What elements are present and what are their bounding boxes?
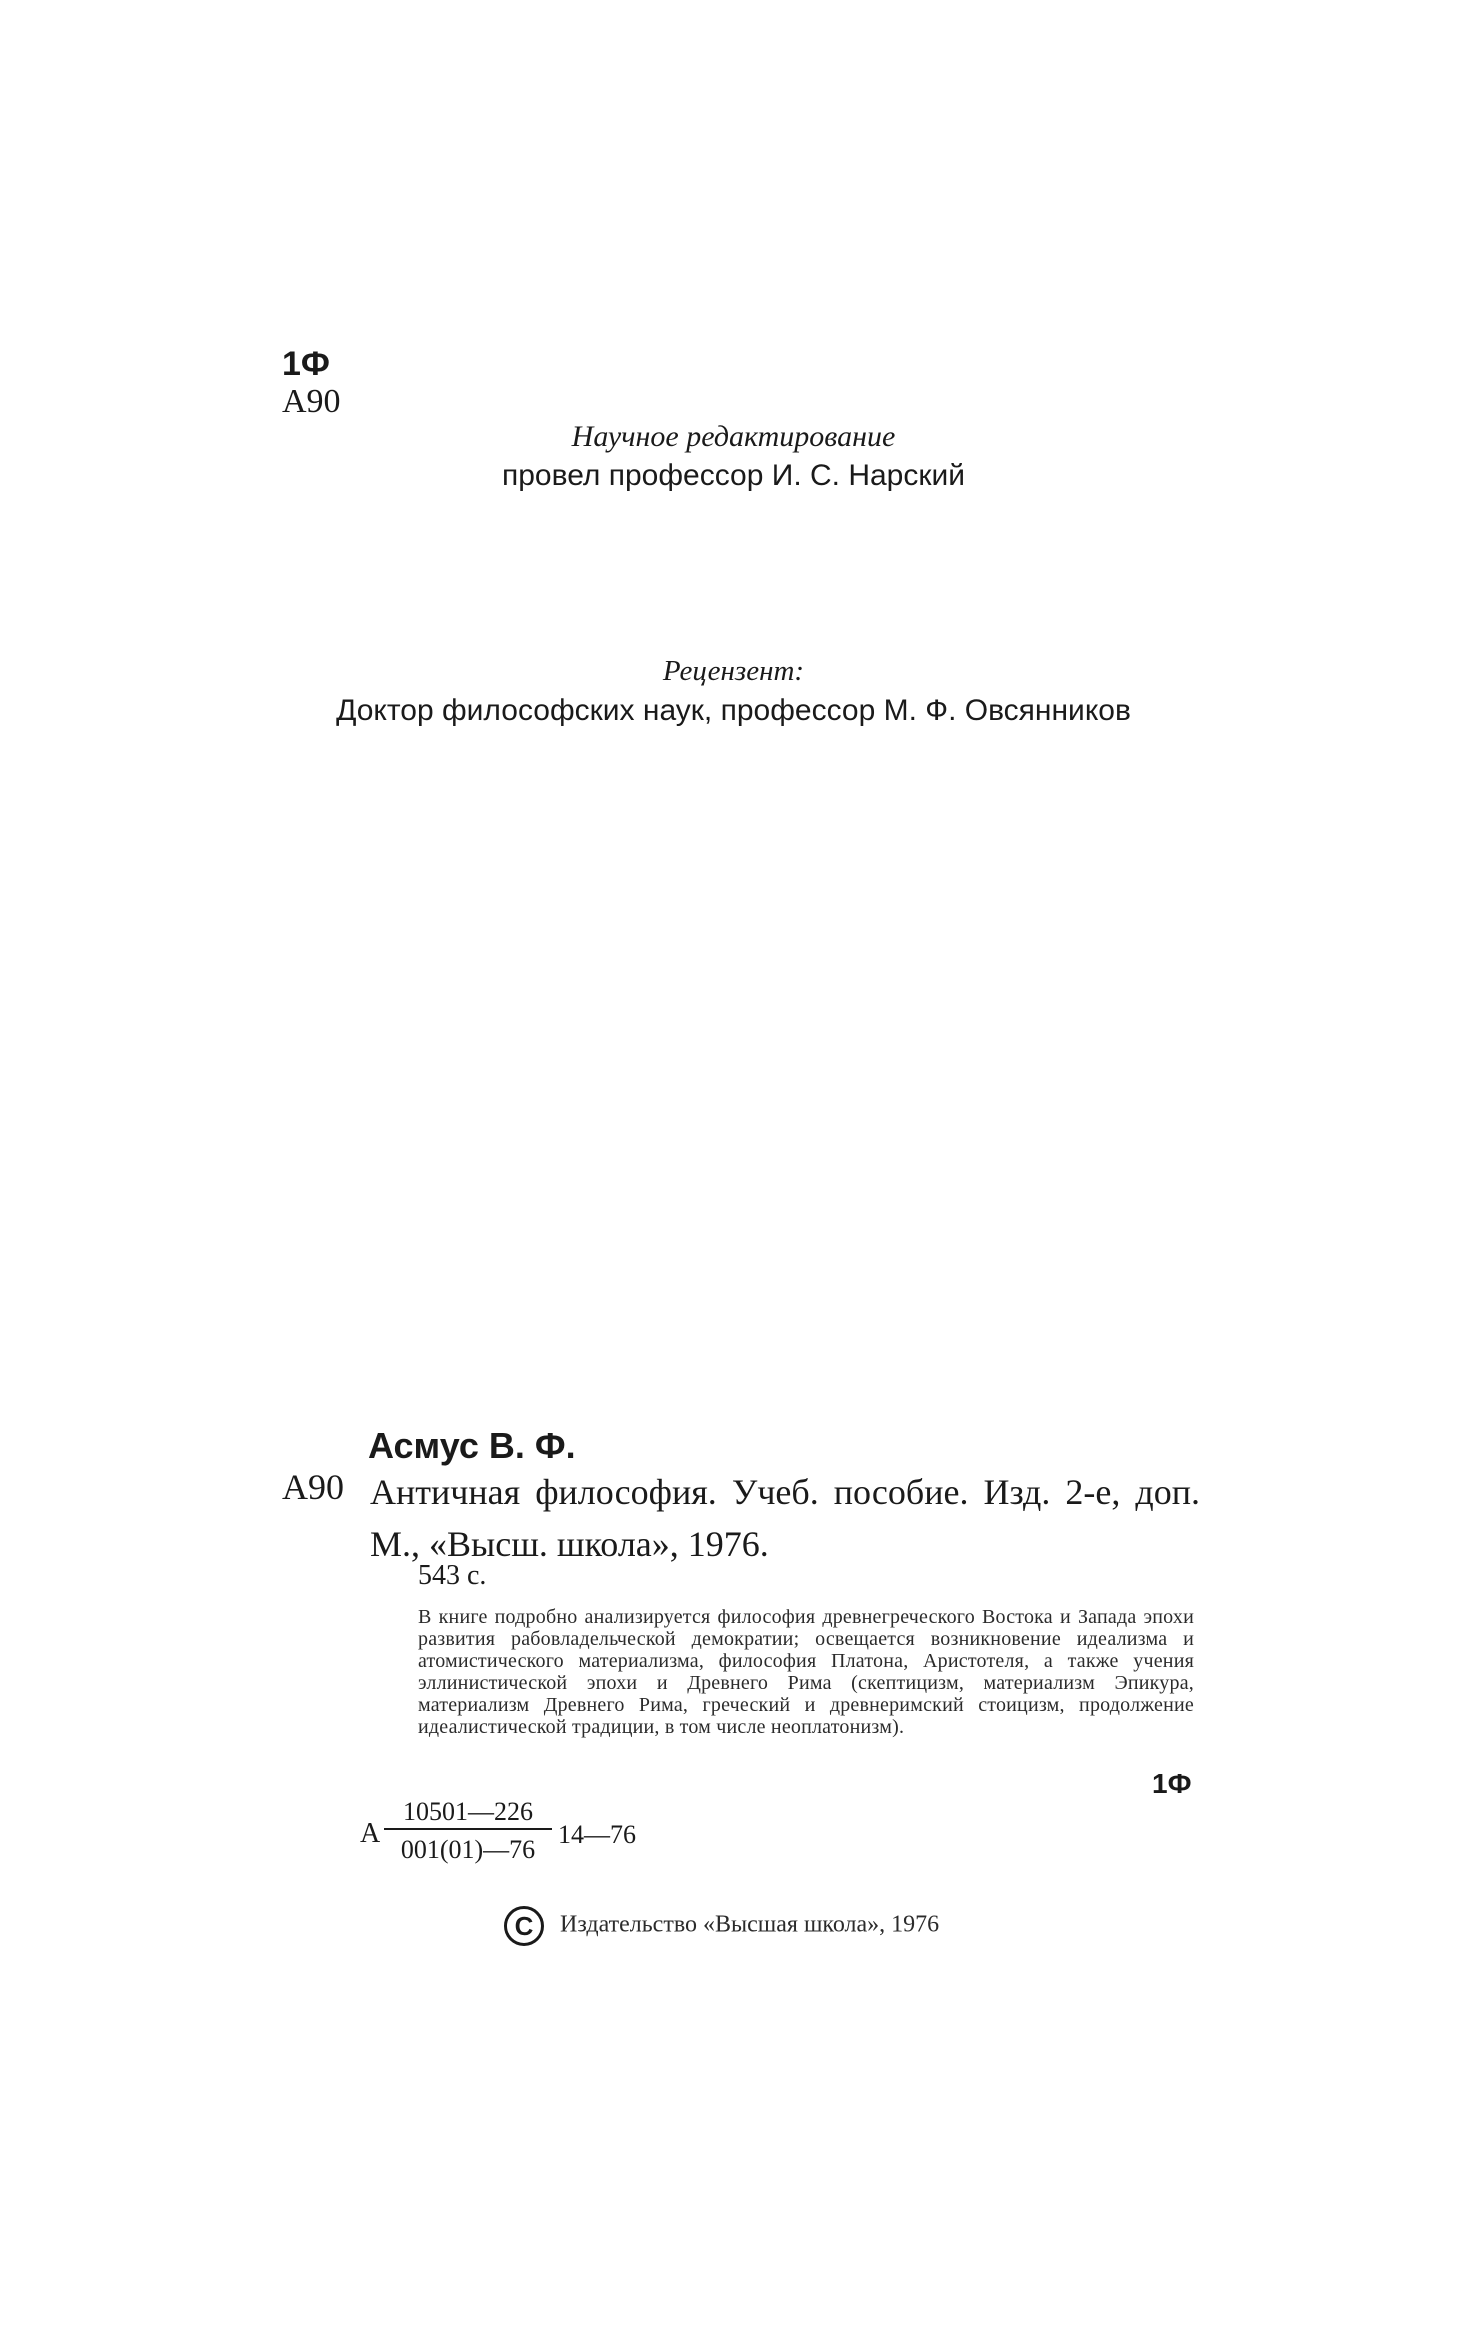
copyright-icon: C — [504, 1906, 544, 1946]
scientific-editing-block — [0, 418, 1467, 496]
reviewer-block — [0, 652, 1467, 732]
card-annotation: В книге подробно анализируется философия древнегреческого Востока и Запада эпохи развития рабовладельческой демократии; освещается возникновение идеализма и атомистического материализма, философия Платона, Аристотеля, а также учения эллинистической эпохи и Древнего Рима (скептицизм, материализм Эпикура, материализм Древнего Рима, греческий и древнеримский стоицизм, продолжение идеалистической традиции, в том числе неоплатонизм). — [418, 1606, 1194, 1738]
card-pages: 543 с. — [418, 1560, 487, 1591]
copyright-line — [504, 1906, 939, 1946]
card-class-right: 1Ф — [1152, 1768, 1192, 1799]
index-lead: А — [360, 1818, 381, 1849]
classification-line-1: 1Ф — [282, 345, 330, 383]
card-classification-mark: А90 — [282, 1467, 344, 1507]
classification-mark-top — [282, 344, 330, 384]
index-numerator: 10501—226 — [384, 1796, 552, 1830]
reviewer-label: Рецензент: — [662, 655, 805, 687]
index-tail: 14—76 — [558, 1820, 636, 1849]
copyright-text: Издательство «Высшая школа», 1976 — [560, 1911, 940, 1938]
index-fraction — [384, 1796, 552, 1864]
card-title: Античная философия. Учеб. пособие. Изд. 2-е, доп. М., «Высш. школа», 1976. — [370, 1472, 1200, 1564]
editing-label: Научное редактирование — [571, 420, 896, 453]
card-author: Асмус В. Ф. — [368, 1425, 576, 1466]
classification-code-top — [282, 382, 341, 422]
classification-line-2: А90 — [282, 383, 341, 420]
reviewer-text: Доктор философских наук, профессор М. Ф. Овсянников — [336, 694, 1131, 727]
editing-text: провел профессор И. С. Нарский — [501, 459, 965, 492]
index-denominator: 001(01)—76 — [400, 1835, 536, 1864]
